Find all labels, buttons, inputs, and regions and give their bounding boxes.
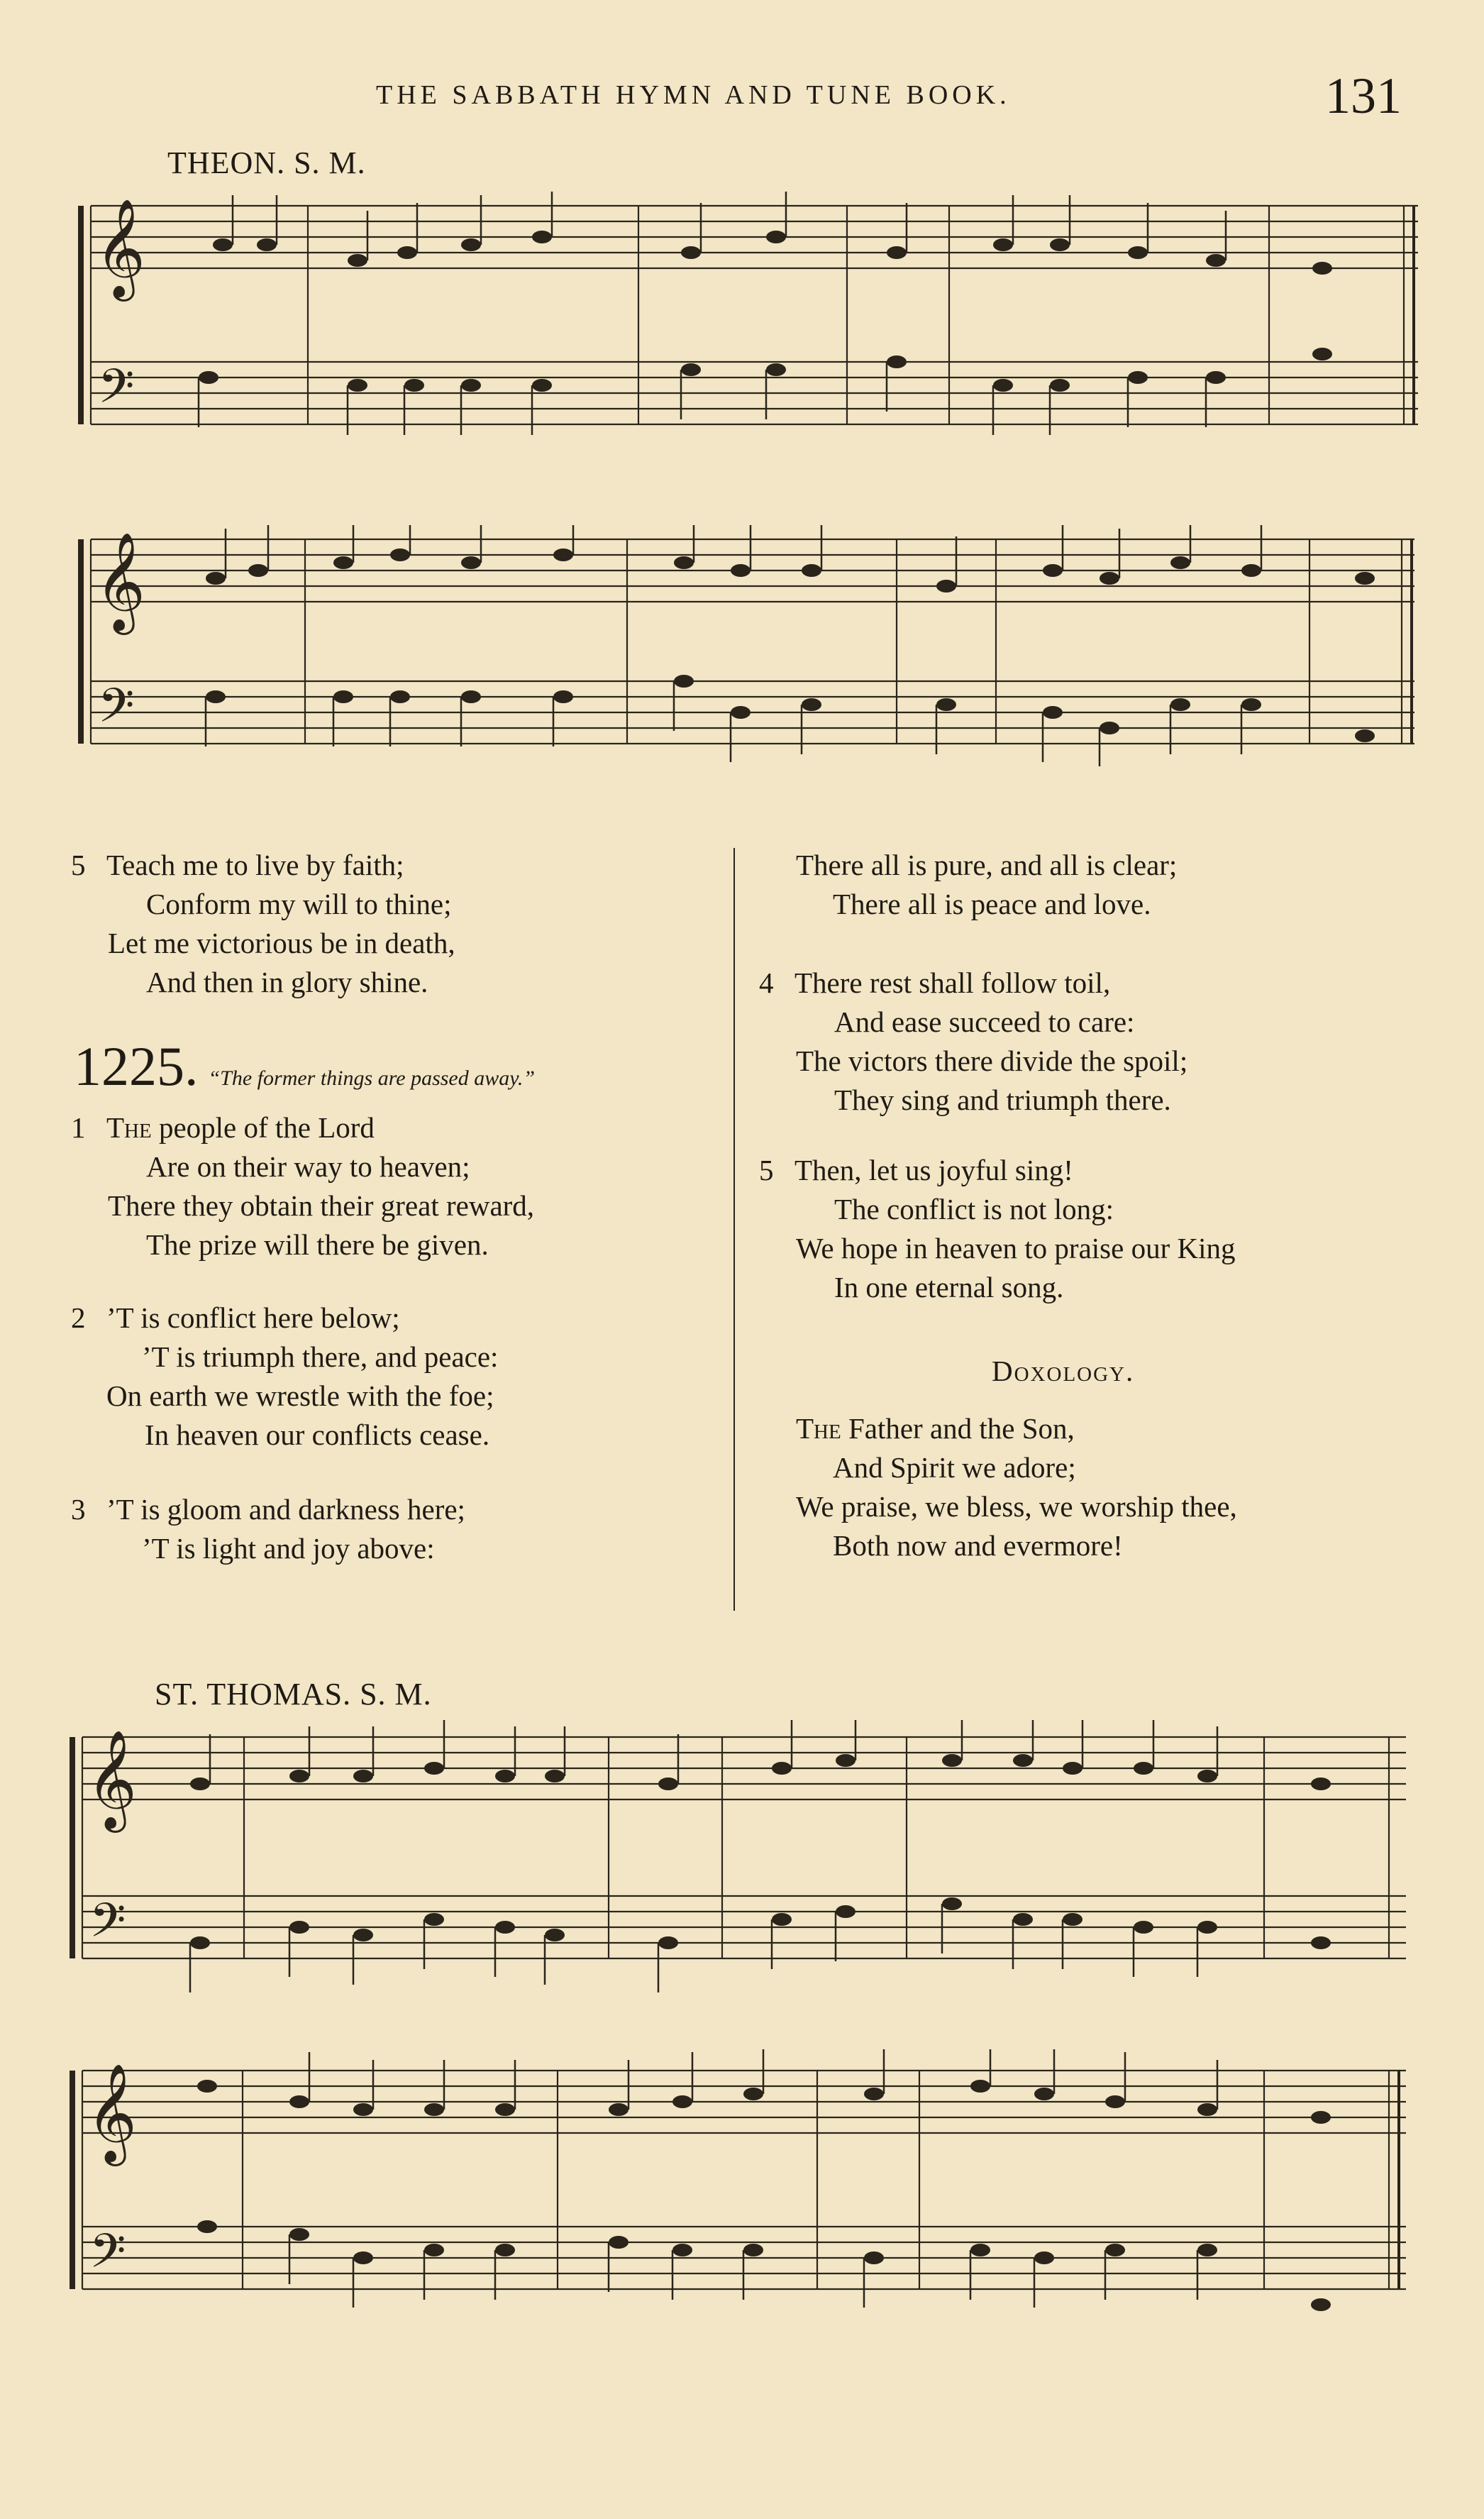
music-st-thomas-system-2 <box>65 2049 1413 2333</box>
verse-line: Conform my will to thine; <box>146 888 452 920</box>
hymn-1225-stanza-4 <box>759 964 1187 1120</box>
verse-line: And ease succeed to care: <box>834 1005 1135 1038</box>
verse-line: We praise, we bless, we worship thee, <box>796 1490 1237 1523</box>
svg-text:𝄞: 𝄞 <box>87 2063 137 2162</box>
verse-line: ’T is triumph there, and peace: <box>142 1340 499 1373</box>
verse-line: Both now and evermore! <box>833 1529 1123 1562</box>
verse-line: And Spirit we adore; <box>833 1451 1076 1484</box>
svg-text:𝄞: 𝄞 <box>87 1730 137 1829</box>
first-word: The <box>106 1111 152 1144</box>
verse-line: people of the Lord <box>158 1111 375 1144</box>
svg-text:𝄢: 𝄢 <box>98 678 135 744</box>
verse-line: We hope in heaven to praise our King <box>796 1232 1236 1264</box>
verse-line: ’T is gloom and darkness here; <box>106 1493 465 1526</box>
music-theon-system-2 <box>74 525 1422 766</box>
page-number: 131 <box>1325 67 1402 124</box>
verse-line: Let me victorious be in death, <box>108 927 455 959</box>
continued-hymn-stanza-5 <box>71 846 455 1002</box>
tune-title-theon: THEON. S. M. <box>167 145 366 180</box>
verse-line: On earth we wrestle with the foe; <box>106 1379 494 1412</box>
verse-line: They sing and triumph there. <box>834 1084 1171 1116</box>
first-word: The <box>796 1412 841 1445</box>
hymn-1225-stanza-3 <box>71 1490 465 1568</box>
stanza-number: 3 <box>71 1493 86 1526</box>
hymn-1225-stanza-1 <box>71 1108 534 1264</box>
verse-line: There they obtain their great reward, <box>108 1189 535 1222</box>
music-theon-system-1 <box>74 192 1422 461</box>
doxology-title: Doxology. <box>992 1355 1135 1387</box>
verse-line: Are on their way to heaven; <box>146 1150 470 1183</box>
verse-line: Teach me to live by faith; <box>106 849 404 881</box>
tune-title-st-thomas: ST. THOMAS. S. M. <box>155 1677 432 1712</box>
music-st-thomas-system-1 <box>65 1720 1413 2004</box>
verse-line: Then, let us joyful sing! <box>794 1154 1073 1186</box>
hymn-1225-stanza-3-continued <box>796 846 1177 924</box>
verse-line: There rest shall follow toil, <box>794 966 1111 999</box>
hymn-1225-stanza-5 <box>759 1151 1235 1307</box>
verse-line: ’T is conflict here below; <box>106 1301 400 1334</box>
verse-line: And then in glory shine. <box>146 966 428 998</box>
svg-text:𝄢: 𝄢 <box>98 359 135 425</box>
svg-text:𝄞: 𝄞 <box>95 532 145 631</box>
hymn-heading <box>74 1035 535 1098</box>
svg-text:𝄞: 𝄞 <box>95 199 145 297</box>
svg-text:𝄢: 𝄢 <box>89 2224 126 2290</box>
doxology <box>796 1409 1237 1565</box>
verse-line: Father and the Son, <box>848 1412 1075 1445</box>
verse-line: There all is peace and love. <box>833 888 1151 920</box>
hymn-1225-stanza-2 <box>71 1299 498 1455</box>
stanza-number: 4 <box>759 966 774 999</box>
running-title: THE SABBATH HYMN AND TUNE BOOK. <box>376 80 1011 110</box>
svg-text:𝄢: 𝄢 <box>89 1893 126 1959</box>
stanza-number: 2 <box>71 1301 86 1334</box>
hymn-number: 1225. <box>74 1035 199 1097</box>
stanza-number: 5 <box>71 849 86 881</box>
verse-line: The victors there divide the spoil; <box>796 1044 1188 1077</box>
stanza-number: 5 <box>759 1154 774 1186</box>
verse-line: ’T is light and joy above: <box>142 1532 435 1565</box>
hymn-epigraph: “The former things are passed away.” <box>208 1066 536 1090</box>
verse-line: In heaven our conflicts cease. <box>145 1418 490 1451</box>
verse-line: The conflict is not long: <box>834 1193 1114 1225</box>
verse-line: There all is pure, and all is clear; <box>796 849 1178 881</box>
stanza-number: 1 <box>71 1111 86 1144</box>
column-divider <box>733 848 735 1611</box>
verse-line: The prize will there be given. <box>146 1228 489 1261</box>
verse-line: In one eternal song. <box>834 1271 1064 1303</box>
